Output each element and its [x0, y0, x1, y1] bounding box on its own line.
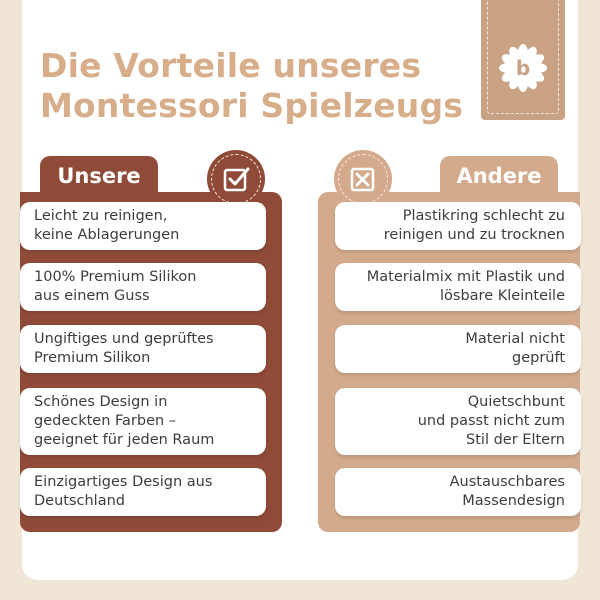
ours-item [20, 263, 266, 311]
ours-tab-label: Unsere [40, 156, 158, 196]
others-item [335, 468, 581, 516]
ours-item-text-line: keine Ablagerungen [34, 227, 180, 243]
others-tab-label: Andere [440, 156, 558, 196]
others-item-text-line: und passt nicht zum [417, 413, 565, 429]
ours-item-text-line: Premium Silikon [34, 350, 151, 366]
flower-logo-icon [495, 40, 551, 96]
others-item-text-line: Material nicht [465, 331, 565, 347]
page-title [40, 46, 464, 126]
ours-item-text-line: Ungiftiges und geprüftes [34, 331, 214, 347]
ours-item-text-line: geeignet für jeden Raum [34, 432, 215, 448]
others-item-text-line: Massendesign [462, 493, 565, 509]
others-item [335, 202, 581, 250]
ours-item [20, 388, 266, 455]
others-item [335, 325, 581, 373]
ours-item-text-line: gedeckten Farben – [34, 413, 177, 429]
others-item [335, 388, 581, 455]
others-item-text-line: reinigen und zu trocknen [383, 227, 565, 243]
ours-item-text-line: Deutschland [34, 493, 125, 509]
ours-item [20, 468, 266, 516]
ours-item-text-line: 100% Premium Silikon [34, 269, 197, 285]
badge-ring [211, 154, 261, 204]
ours-item-text-line: aus einem Guss [34, 288, 150, 304]
others-item-text-line: Quietschbunt [467, 394, 565, 410]
others-item-text-line: Austauschbares [449, 474, 565, 490]
badge-ring [338, 154, 388, 204]
ours-item-text-line: Einzigartiges Design aus [34, 474, 213, 490]
ours-item [20, 325, 266, 373]
ours-item-text-line: Leicht zu reinigen, [34, 208, 168, 224]
others-item-text-line: Materialmix mit Plastik und [366, 269, 565, 285]
others-item-text-line: lösbare Kleinteile [440, 288, 565, 304]
others-badge [334, 150, 392, 208]
others-item [335, 263, 581, 311]
logo-letter: b [515, 56, 531, 80]
ours-item-text-line: Schönes Design in [34, 394, 168, 410]
others-item-text-line: geprüft [511, 350, 565, 366]
others-item-text-line: Plastikring schlecht zu [402, 208, 565, 224]
title-line-2: Montessori Spielzeugs [40, 86, 464, 125]
ours-badge [207, 150, 265, 208]
title-line-1: Die Vorteile unseres [40, 46, 422, 85]
brand-logo-tag [481, 0, 565, 120]
others-item-text-line: Stil der Eltern [466, 432, 565, 448]
ours-item [20, 202, 266, 250]
